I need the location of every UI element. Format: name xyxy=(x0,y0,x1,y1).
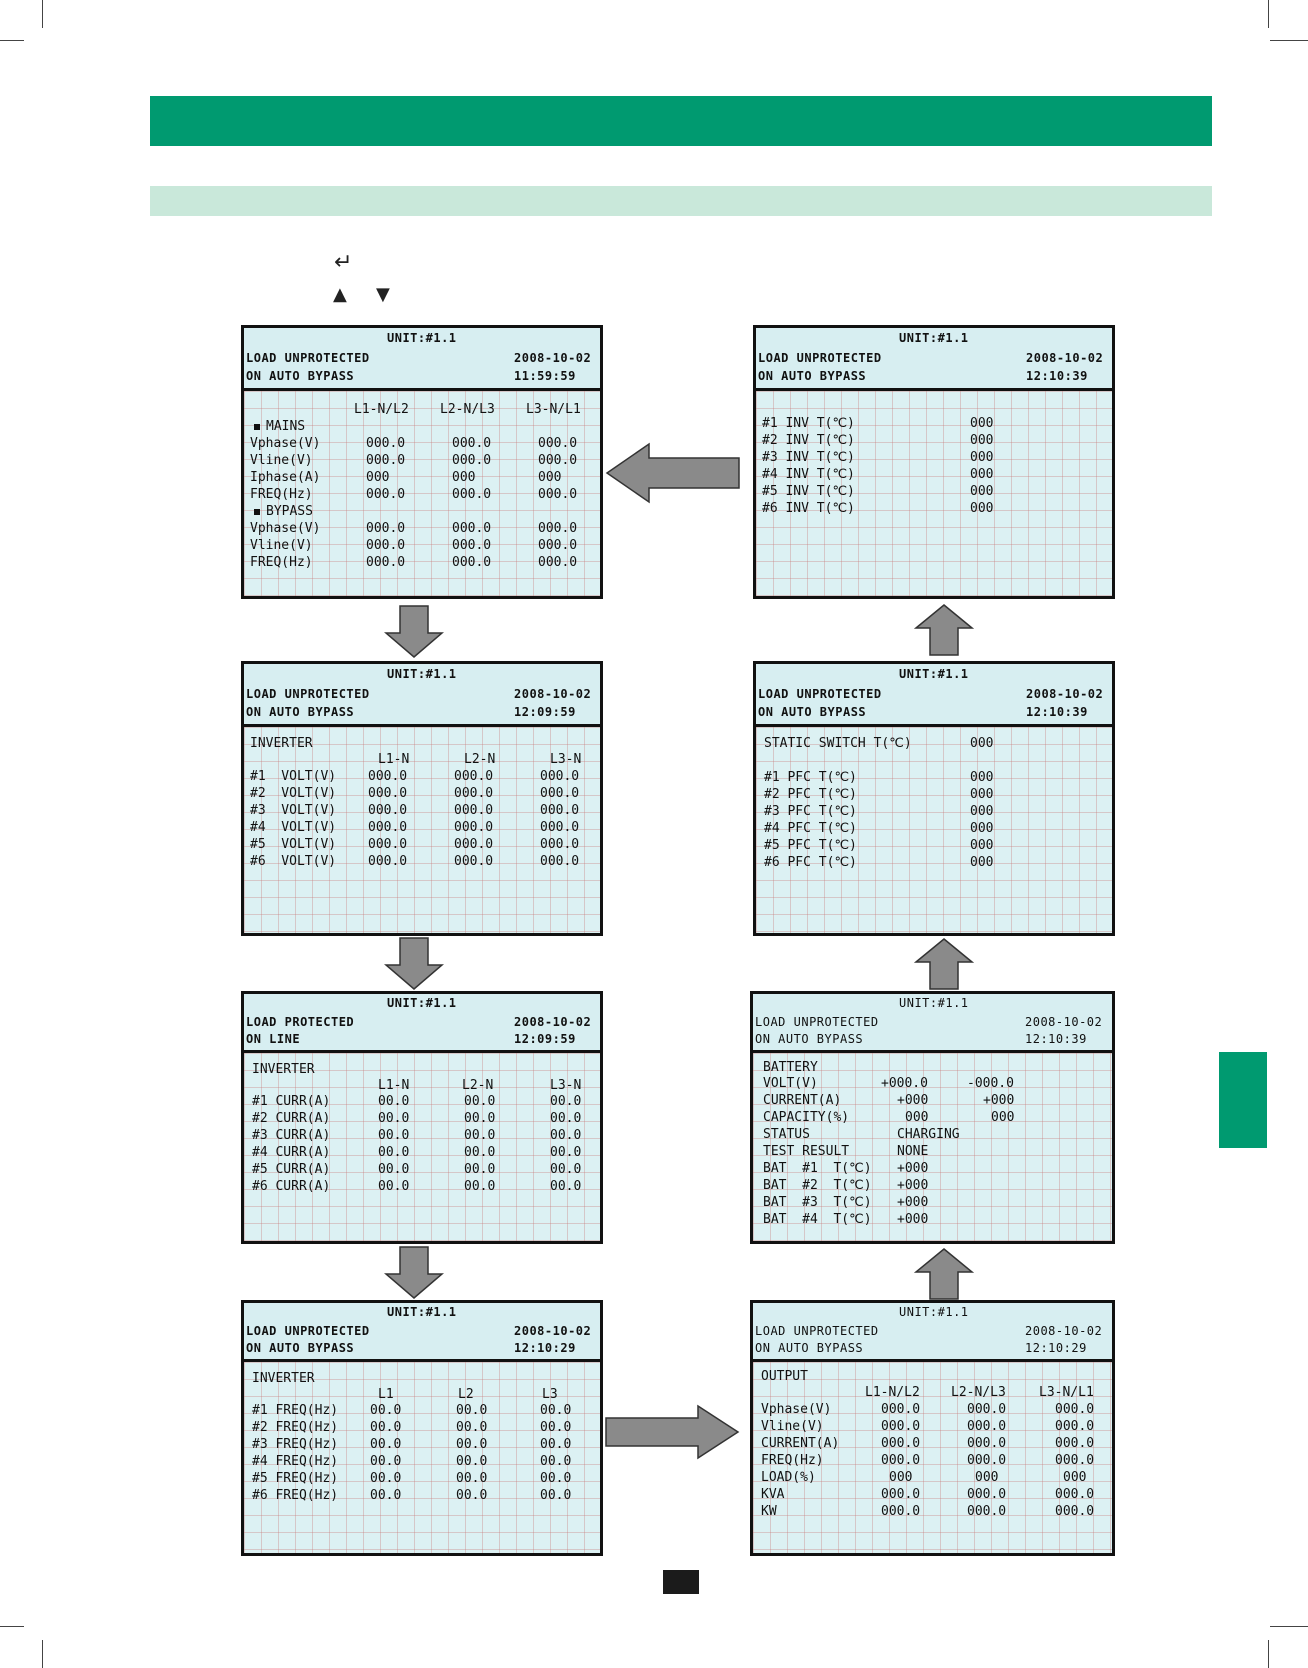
row-value: 000.0 xyxy=(540,769,580,784)
row-value: 000.0 xyxy=(540,854,580,869)
row-value: CHARGING xyxy=(897,1127,960,1142)
row-value: 000.0 xyxy=(368,854,408,869)
col-header: L3-N/L1 xyxy=(526,402,581,417)
row-value: 00.0 xyxy=(550,1145,582,1160)
up-arrow-icon: ▲ xyxy=(333,284,347,305)
load-status: LOAD UNPROTECTED xyxy=(246,1324,370,1338)
row-value: +000 xyxy=(897,1161,929,1176)
col-header: L3 xyxy=(542,1387,558,1402)
row-value: 00.0 xyxy=(378,1179,410,1194)
row-value: 000.0 xyxy=(368,820,408,835)
row-value: 000.0 xyxy=(452,436,492,451)
row-value: 000 xyxy=(366,470,390,485)
date: 2008-10-02 xyxy=(514,1015,592,1029)
row-value: +000 xyxy=(897,1212,929,1227)
crop-mark xyxy=(42,0,43,28)
row-value: 000.0 xyxy=(967,1436,1007,1451)
row-label: KVA xyxy=(761,1487,785,1502)
unit-label: UNIT:#1.1 xyxy=(387,331,457,345)
unit-label: UNIT:#1.1 xyxy=(899,996,969,1010)
row-label: #5 VOLT(V) xyxy=(250,837,337,852)
row-value: 000.0 xyxy=(366,453,406,468)
load-status: LOAD UNPROTECTED xyxy=(755,1324,879,1338)
row-value: 000 xyxy=(970,467,994,482)
row-value: 00.0 xyxy=(378,1111,410,1126)
row-label: BAT #4 T(℃) xyxy=(763,1212,872,1227)
operating-mode: ON AUTO BYPASS xyxy=(755,1341,864,1355)
left-arrow-icon xyxy=(605,442,741,504)
row-value: 00.0 xyxy=(378,1162,410,1177)
row-value: +000 xyxy=(983,1093,1015,1108)
row-value: 000.0 xyxy=(967,1453,1007,1468)
row-label: #1 CURR(A) xyxy=(252,1094,331,1109)
row-label: #4 INV T(℃) xyxy=(762,467,855,482)
row-label: BAT #2 T(℃) xyxy=(763,1178,872,1193)
col-header: L2-N/L3 xyxy=(440,402,495,417)
operating-mode: ON AUTO BYPASS xyxy=(246,369,355,383)
screen-title: INVERTER xyxy=(252,1371,315,1386)
operating-mode: ON AUTO BYPASS xyxy=(246,705,355,719)
row-label: #2 VOLT(V) xyxy=(250,786,337,801)
time: 12:10:29 xyxy=(1025,1341,1087,1355)
col-header: L1-N xyxy=(378,1078,410,1093)
up-arrow-icon xyxy=(914,938,974,990)
row-value: 000.0 xyxy=(881,1402,921,1417)
row-value: 00.0 xyxy=(456,1437,488,1452)
row-value: 000.0 xyxy=(540,786,580,801)
row-value: 000.0 xyxy=(1055,1453,1095,1468)
down-arrow-icon xyxy=(384,1246,444,1300)
row-label: #4 CURR(A) xyxy=(252,1145,331,1160)
row-label: #3 FREQ(Hz) xyxy=(252,1437,339,1452)
row-label: #2 FREQ(Hz) xyxy=(252,1420,339,1435)
col-header: L3-N/L1 xyxy=(1039,1385,1094,1400)
page-number-box xyxy=(663,1570,699,1594)
row-label: TEST RESULT xyxy=(763,1144,850,1159)
row-value: 000.0 xyxy=(366,538,406,553)
row-value: 00.0 xyxy=(540,1420,572,1435)
row-label: #4 VOLT(V) xyxy=(250,820,337,835)
row-value: 000.0 xyxy=(368,803,408,818)
row-value: 00.0 xyxy=(540,1403,572,1418)
row-value: 000 xyxy=(970,484,994,499)
time: 12:10:39 xyxy=(1025,1032,1087,1046)
row-label: #1 VOLT(V) xyxy=(250,769,337,784)
row-value: 000.0 xyxy=(540,820,580,835)
operating-mode: ON LINE xyxy=(246,1032,301,1046)
row-value: 000.0 xyxy=(454,803,494,818)
row-value: 000.0 xyxy=(366,555,406,570)
lcd-screen-inverter-volt xyxy=(241,661,603,936)
row-label: Vphase(V) xyxy=(250,521,321,536)
row-value: 00.0 xyxy=(550,1162,582,1177)
row-value: 000.0 xyxy=(1055,1487,1095,1502)
row-value: 000.0 xyxy=(967,1419,1007,1434)
row-value: 000.0 xyxy=(1055,1504,1095,1519)
row-value: 00.0 xyxy=(550,1111,582,1126)
row-label: #6 VOLT(V) xyxy=(250,854,337,869)
row-value: +000 xyxy=(897,1093,929,1108)
row-value: 000 xyxy=(970,855,994,870)
static-switch-value: 000 xyxy=(970,736,994,751)
subsection-header-bar xyxy=(150,186,1212,216)
time: 12:09:59 xyxy=(514,705,576,719)
row-value: 000.0 xyxy=(967,1504,1007,1519)
row-label: Vphase(V) xyxy=(250,436,321,451)
row-label: #2 INV T(℃) xyxy=(762,433,855,448)
row-value: 000.0 xyxy=(967,1487,1007,1502)
operating-mode: ON AUTO BYPASS xyxy=(755,1032,864,1046)
row-label: #5 CURR(A) xyxy=(252,1162,331,1177)
operating-mode: ON AUTO BYPASS xyxy=(758,369,867,383)
col-header: L2-N xyxy=(462,1078,494,1093)
row-value: 00.0 xyxy=(464,1111,496,1126)
row-value: 000.0 xyxy=(881,1487,921,1502)
row-value: 000 xyxy=(975,1470,999,1485)
row-label: #2 CURR(A) xyxy=(252,1111,331,1126)
lcd-screen-inverter-temperature xyxy=(753,325,1115,599)
row-label: Vline(V) xyxy=(250,453,313,468)
load-status: LOAD UNPROTECTED xyxy=(758,687,882,701)
row-value: NONE xyxy=(897,1144,929,1159)
crop-mark xyxy=(42,1640,43,1668)
row-value: 00.0 xyxy=(464,1162,496,1177)
row-label: #3 CURR(A) xyxy=(252,1128,331,1143)
lcd-screen-output xyxy=(750,1300,1115,1556)
row-value: 000.0 xyxy=(366,436,406,451)
col-header: L1 xyxy=(378,1387,394,1402)
crop-mark xyxy=(1270,40,1308,41)
row-label: Vline(V) xyxy=(761,1419,824,1434)
row-value: 000.0 xyxy=(366,521,406,536)
row-label: VOLT(V) xyxy=(763,1076,818,1091)
row-value: 000 xyxy=(970,787,994,802)
row-label: #3 PFC T(℃) xyxy=(764,804,857,819)
load-status: LOAD PROTECTED xyxy=(246,1015,355,1029)
row-label: #1 PFC T(℃) xyxy=(764,770,857,785)
row-value: 000.0 xyxy=(452,538,492,553)
row-value: 000 xyxy=(970,821,994,836)
chapter-side-tab xyxy=(1219,1052,1267,1148)
row-value: 000 xyxy=(970,501,994,516)
row-label: #2 PFC T(℃) xyxy=(764,787,857,802)
lcd-screen-mains-bypass xyxy=(241,325,603,599)
row-label: #6 INV T(℃) xyxy=(762,501,855,516)
unit-label: UNIT:#1.1 xyxy=(899,667,969,681)
load-status: LOAD UNPROTECTED xyxy=(755,1015,879,1029)
row-value: 00.0 xyxy=(456,1420,488,1435)
row-value: 000.0 xyxy=(881,1504,921,1519)
row-label: FREQ(Hz) xyxy=(250,555,313,570)
col-header: L1-N xyxy=(378,752,410,767)
date: 2008-10-02 xyxy=(1026,687,1104,701)
row-label: FREQ(Hz) xyxy=(761,1453,824,1468)
row-label: #5 INV T(℃) xyxy=(762,484,855,499)
row-label: #6 CURR(A) xyxy=(252,1179,331,1194)
col-header: L2-N xyxy=(464,752,496,767)
row-value: 000.0 xyxy=(538,436,578,451)
row-label: BAT #1 T(℃) xyxy=(763,1161,872,1176)
row-value: 000.0 xyxy=(368,769,408,784)
date: 2008-10-02 xyxy=(514,1324,592,1338)
static-switch-label: STATIC SWITCH T(℃) xyxy=(764,736,912,751)
time: 11:59:59 xyxy=(514,369,576,383)
date: 2008-10-02 xyxy=(1025,1015,1103,1029)
row-value: 00.0 xyxy=(550,1179,582,1194)
row-label: #4 PFC T(℃) xyxy=(764,821,857,836)
col-header: L3-N xyxy=(550,752,582,767)
row-label: CAPACITY(%) xyxy=(763,1110,850,1125)
row-label: #1 FREQ(Hz) xyxy=(252,1403,339,1418)
operating-mode: ON AUTO BYPASS xyxy=(246,1341,355,1355)
row-value: 000.0 xyxy=(881,1436,921,1451)
row-label: #1 INV T(℃) xyxy=(762,416,855,431)
row-value: +000.0 xyxy=(881,1076,928,1091)
load-status: LOAD UNPROTECTED xyxy=(246,351,370,365)
bullet-icon xyxy=(254,424,260,430)
row-value: 00.0 xyxy=(456,1471,488,1486)
row-value: 000.0 xyxy=(881,1453,921,1468)
row-value: 000.0 xyxy=(452,487,492,502)
row-value: 000.0 xyxy=(538,487,578,502)
row-value: 000 xyxy=(970,450,994,465)
date: 2008-10-02 xyxy=(1026,351,1104,365)
section-header-bar xyxy=(150,96,1212,146)
row-value: 000 xyxy=(905,1110,929,1125)
screen-title: INVERTER xyxy=(252,1062,315,1077)
row-value: +000 xyxy=(897,1178,929,1193)
row-value: 00.0 xyxy=(456,1403,488,1418)
row-value: 00.0 xyxy=(464,1094,496,1109)
col-header: L3-N xyxy=(550,1078,582,1093)
row-value: 000 xyxy=(970,433,994,448)
row-value: -000.0 xyxy=(967,1076,1014,1091)
operating-mode: ON AUTO BYPASS xyxy=(758,705,867,719)
row-value: 000.0 xyxy=(540,837,580,852)
row-label: CURRENT(A) xyxy=(761,1436,840,1451)
lcd-screen-battery xyxy=(750,991,1115,1244)
row-value: 00.0 xyxy=(540,1488,572,1503)
row-value: 000.0 xyxy=(540,803,580,818)
row-label: Vline(V) xyxy=(250,538,313,553)
row-label: BAT #3 T(℃) xyxy=(763,1195,872,1210)
row-value: 000.0 xyxy=(454,837,494,852)
row-value: 00.0 xyxy=(370,1454,402,1469)
row-value: 000.0 xyxy=(1055,1436,1095,1451)
load-status: LOAD UNPROTECTED xyxy=(758,351,882,365)
section-label: MAINS xyxy=(254,420,305,433)
col-header: L1-N/L2 xyxy=(354,402,409,417)
row-value: 00.0 xyxy=(540,1454,572,1469)
row-value: 000.0 xyxy=(452,453,492,468)
screen-title: OUTPUT xyxy=(761,1369,808,1384)
unit-label: UNIT:#1.1 xyxy=(387,1305,457,1319)
row-value: 00.0 xyxy=(370,1403,402,1418)
row-value: 000.0 xyxy=(368,837,408,852)
row-label: FREQ(Hz) xyxy=(250,487,313,502)
row-value: 00.0 xyxy=(464,1179,496,1194)
unit-label: UNIT:#1.1 xyxy=(387,996,457,1010)
col-header: L2-N/L3 xyxy=(951,1385,1006,1400)
row-value: 000 xyxy=(889,1470,913,1485)
col-header: L2 xyxy=(458,1387,474,1402)
date: 2008-10-02 xyxy=(1025,1324,1103,1338)
row-label: Iphase(A) xyxy=(250,470,321,485)
section-label: BYPASS xyxy=(254,505,313,518)
date: 2008-10-02 xyxy=(514,351,592,365)
row-value: 000.0 xyxy=(538,538,578,553)
row-value: 00.0 xyxy=(370,1471,402,1486)
row-label: #3 INV T(℃) xyxy=(762,450,855,465)
row-value: 000.0 xyxy=(454,769,494,784)
row-value: 00.0 xyxy=(456,1454,488,1469)
row-value: 000.0 xyxy=(454,820,494,835)
row-value: 000 xyxy=(538,470,562,485)
screen-title: INVERTER xyxy=(250,736,313,751)
row-value: 00.0 xyxy=(370,1420,402,1435)
row-value: 000.0 xyxy=(1055,1402,1095,1417)
row-value: 00.0 xyxy=(464,1145,496,1160)
row-value: 00.0 xyxy=(550,1128,582,1143)
col-header: L1-N/L2 xyxy=(865,1385,920,1400)
bullet-icon xyxy=(254,509,260,515)
row-value: 000.0 xyxy=(967,1402,1007,1417)
row-value: 000 xyxy=(970,770,994,785)
crop-mark xyxy=(1268,0,1269,28)
row-value: 00.0 xyxy=(378,1094,410,1109)
time: 12:10:29 xyxy=(514,1341,576,1355)
row-value: 000.0 xyxy=(452,555,492,570)
row-value: 00.0 xyxy=(370,1488,402,1503)
row-label: LOAD(%) xyxy=(761,1470,816,1485)
up-arrow-icon xyxy=(914,604,974,656)
date: 2008-10-02 xyxy=(514,687,592,701)
crop-mark xyxy=(1270,1626,1308,1627)
row-value: 000.0 xyxy=(538,453,578,468)
time: 12:10:39 xyxy=(1026,705,1088,719)
row-label: #6 FREQ(Hz) xyxy=(252,1488,339,1503)
row-value: 000.0 xyxy=(454,854,494,869)
row-label: Vphase(V) xyxy=(761,1402,832,1417)
row-value: 000.0 xyxy=(452,521,492,536)
row-value: 00.0 xyxy=(540,1471,572,1486)
right-arrow-icon xyxy=(604,1404,740,1460)
row-value: 000 xyxy=(970,804,994,819)
row-label: #3 VOLT(V) xyxy=(250,803,337,818)
enter-icon: ↵ xyxy=(334,250,353,275)
row-label: KW xyxy=(761,1504,777,1519)
lcd-screen-pfc-temperature xyxy=(753,661,1115,936)
lcd-screen-inverter-current xyxy=(241,991,603,1244)
row-value: 000.0 xyxy=(881,1419,921,1434)
row-value: 00.0 xyxy=(550,1094,582,1109)
crop-mark xyxy=(0,1626,24,1627)
row-value: 000 xyxy=(452,470,476,485)
unit-label: UNIT:#1.1 xyxy=(899,1305,969,1319)
row-label: #5 FREQ(Hz) xyxy=(252,1471,339,1486)
load-status: LOAD UNPROTECTED xyxy=(246,687,370,701)
row-value: 000.0 xyxy=(538,555,578,570)
row-label: #4 FREQ(Hz) xyxy=(252,1454,339,1469)
row-value: 00.0 xyxy=(370,1437,402,1452)
row-value: 000.0 xyxy=(366,487,406,502)
lcd-screen-inverter-frequency xyxy=(241,1300,603,1556)
time: 12:10:39 xyxy=(1026,369,1088,383)
row-value: 00.0 xyxy=(540,1437,572,1452)
row-value: 00.0 xyxy=(456,1488,488,1503)
row-value: 000 xyxy=(991,1110,1015,1125)
time: 12:09:59 xyxy=(514,1032,576,1046)
unit-label: UNIT:#1.1 xyxy=(899,331,969,345)
row-label: #5 PFC T(℃) xyxy=(764,838,857,853)
row-label: STATUS xyxy=(763,1127,810,1142)
down-arrow-icon xyxy=(384,605,444,659)
row-value: 00.0 xyxy=(464,1128,496,1143)
down-arrow-icon xyxy=(384,937,444,991)
row-value: 000 xyxy=(970,416,994,431)
row-label: CURRENT(A) xyxy=(763,1093,842,1108)
row-label: #6 PFC T(℃) xyxy=(764,855,857,870)
row-value: 000.0 xyxy=(368,786,408,801)
row-value: 00.0 xyxy=(378,1145,410,1160)
row-value: 00.0 xyxy=(378,1128,410,1143)
row-value: 000.0 xyxy=(1055,1419,1095,1434)
row-value: 000.0 xyxy=(538,521,578,536)
crop-mark xyxy=(0,40,24,41)
screen-title: BATTERY xyxy=(763,1060,818,1075)
row-value: 000.0 xyxy=(454,786,494,801)
row-value: 000 xyxy=(1063,1470,1087,1485)
up-arrow-icon xyxy=(914,1248,974,1300)
down-arrow-icon: ▼ xyxy=(376,284,390,305)
row-value: +000 xyxy=(897,1195,929,1210)
crop-mark xyxy=(1268,1640,1269,1668)
row-value: 000 xyxy=(970,838,994,853)
unit-label: UNIT:#1.1 xyxy=(387,667,457,681)
